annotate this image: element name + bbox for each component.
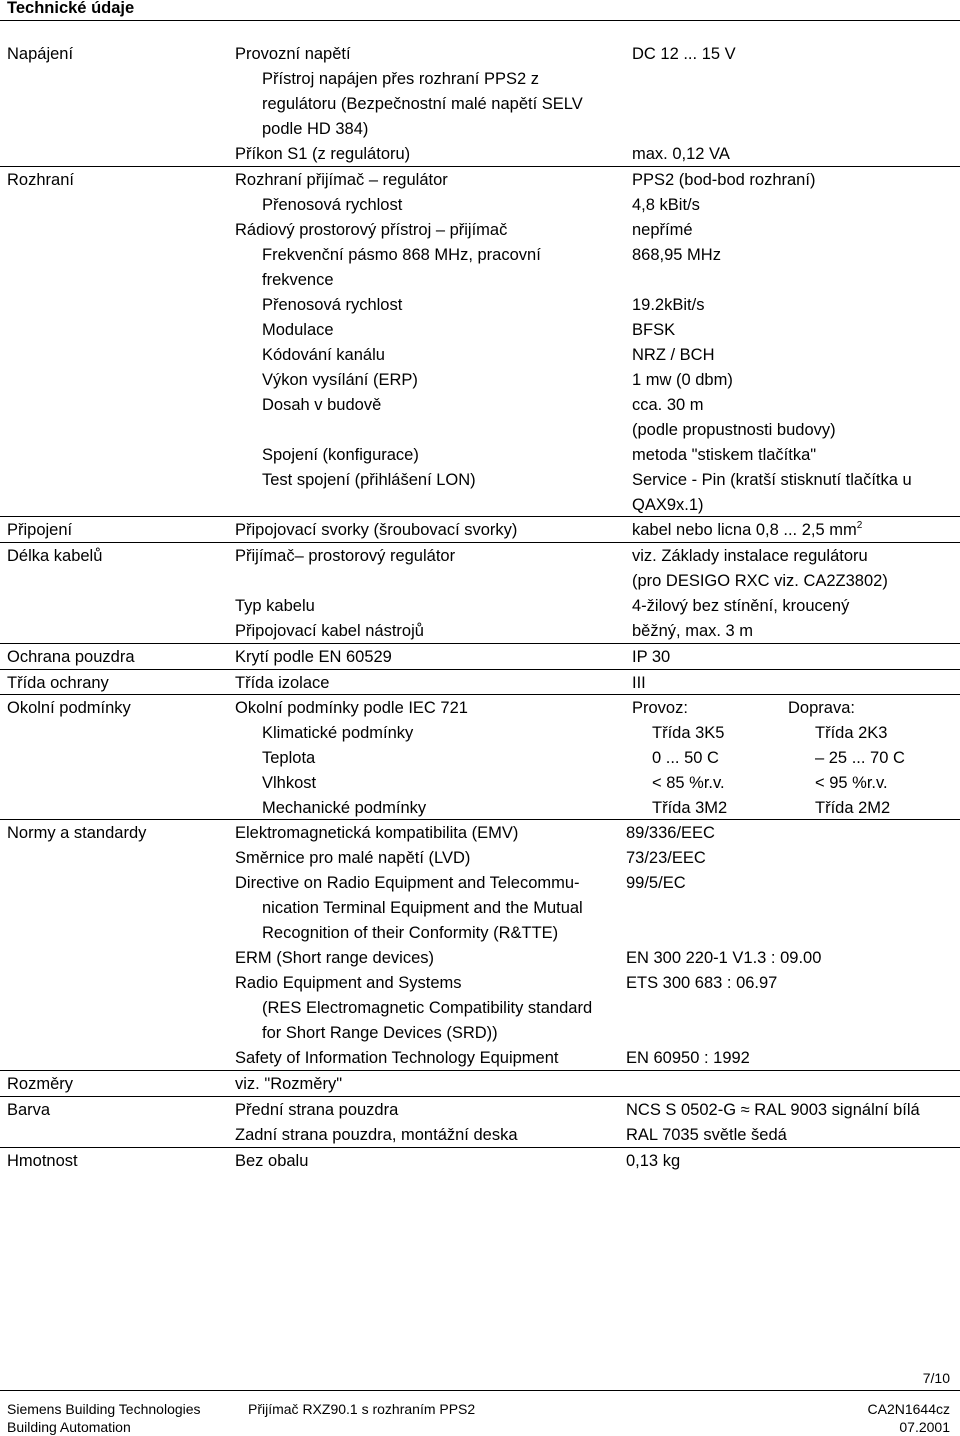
- param-text: Rozhraní přijímač – regulátor: [235, 171, 448, 189]
- section-label: Ochrana pouzdra: [7, 648, 135, 666]
- value2-text: < 95 %r.v.: [815, 774, 888, 792]
- value-text: NCS S 0502-G ≈ RAL 9003 signální bílá: [626, 1101, 920, 1119]
- param-text: Rádiový prostorový přístroj – přijímač: [235, 221, 508, 239]
- param-text: Směrnice pro malé napětí (LVD): [235, 849, 471, 867]
- param-text: (RES Electromagnetic Compatibility standard: [262, 999, 593, 1017]
- value-text: viz. Základy instalace regulátoru: [632, 547, 868, 565]
- value-text: PPS2 (bod-bod rozhraní): [632, 171, 816, 189]
- param-text: Přední strana pouzdra: [235, 1101, 399, 1119]
- section-label: Normy a standardy: [7, 824, 147, 842]
- value-text: nepřímé: [632, 221, 693, 239]
- value-main: kabel nebo licna 0,8 ... 2,5 mm: [632, 521, 857, 539]
- footer-rule: [0, 1390, 960, 1391]
- param-text: frekvence: [262, 271, 334, 289]
- param-text: for Short Range Devices (SRD)): [262, 1024, 498, 1042]
- section-rule: [0, 1070, 960, 1071]
- param-text: Elektromagnetická kompatibilita (EMV): [235, 824, 519, 842]
- value-text: III: [632, 674, 646, 692]
- value-text: 19.2kBit/s: [632, 296, 705, 314]
- section-label: Okolní podmínky: [7, 699, 131, 717]
- param-text: Safety of Information Technology Equipment: [235, 1049, 559, 1067]
- page-number: 7/10: [922, 1370, 950, 1386]
- value-text: EN 60950 : 1992: [626, 1049, 750, 1067]
- section-label: Rozměry: [7, 1075, 74, 1093]
- param-text: Test spojení (přihlášení LON): [262, 471, 476, 489]
- param-text: Provozní napětí: [235, 45, 351, 63]
- param-text: Typ kabelu: [235, 597, 315, 615]
- param-text: Okolní podmínky podle IEC 721: [235, 699, 468, 717]
- page-title: Technické údaje: [7, 0, 135, 17]
- value-text: 73/23/EEC: [626, 849, 706, 867]
- param-text: regulátoru (Bezpečnostní malé napětí SELV: [262, 95, 583, 113]
- param-text: Bez obalu: [235, 1152, 309, 1170]
- header-rule: [0, 20, 960, 21]
- value-text: Třída 3K5: [652, 724, 725, 742]
- document-title: Přijímač RXZ90.1 s rozhraním PPS2: [248, 1401, 476, 1417]
- param-text: Spojení (konfigurace): [262, 446, 419, 464]
- param-text: Třída izolace: [235, 674, 330, 692]
- section-rule: [0, 516, 960, 517]
- value-text: max. 0,12 VA: [632, 145, 730, 163]
- section-label: Připojení: [7, 521, 73, 539]
- param-text: Mechanické podmínky: [262, 799, 427, 817]
- section-rule: [0, 166, 960, 167]
- param-text: Klimatické podmínky: [262, 724, 414, 742]
- param-text: Přístroj napájen přes rozhraní PPS2 z: [262, 70, 539, 88]
- section-label: Délka kabelů: [7, 547, 103, 565]
- param-text: Přenosová rychlost: [262, 196, 403, 214]
- value-text: Provoz:: [632, 699, 688, 717]
- value-text: QAX9x.1): [632, 496, 704, 514]
- value-text: 99/5/EC: [626, 874, 686, 892]
- value-text: 1 mw (0 dbm): [632, 371, 733, 389]
- value-superscript: 2: [856, 520, 863, 531]
- value-text: 89/336/EEC: [626, 824, 715, 842]
- value-text: 0,13 kg: [626, 1152, 681, 1170]
- value2-text: – 25 ... 70 C: [815, 749, 905, 767]
- value-text: 868,95 MHz: [632, 246, 721, 264]
- value-text: běžný, max. 3 m: [632, 622, 754, 640]
- param-text: Frekvenční pásmo 868 MHz, pracovní: [262, 246, 541, 264]
- param-text: Zadní strana pouzdra, montážní deska: [235, 1126, 518, 1144]
- param-text: Připojovací svorky (šroubovací svorky): [235, 521, 518, 539]
- param-text: Přijímač– prostorový regulátor: [235, 547, 456, 565]
- param-text: Krytí podle EN 60529: [235, 648, 392, 666]
- param-text: Dosah v budově: [262, 396, 382, 414]
- section-rule: [0, 819, 960, 820]
- value-text: metoda "stiskem tlačítka": [632, 446, 817, 464]
- section-label: Barva: [7, 1101, 51, 1119]
- value-text: DC 12 ... 15 V: [632, 45, 736, 63]
- value-text: NRZ / BCH: [632, 346, 715, 364]
- document-number: CA2N1644cz: [867, 1401, 950, 1417]
- value-text: Service - Pin (kratší stisknutí tlačítka u: [632, 471, 912, 489]
- value-text: EN 300 220-1 V1.3 : 09.00: [626, 949, 822, 967]
- company-name: Siemens Building Technologies: [7, 1401, 201, 1417]
- value2-text: Třída 2K3: [815, 724, 888, 742]
- section-rule: [0, 542, 960, 543]
- value2-text: Třída 2M2: [815, 799, 891, 817]
- param-text: viz. "Rozměry": [235, 1075, 343, 1093]
- param-text: ERM (Short range devices): [235, 949, 434, 967]
- value-text: (podle propustnosti budovy): [632, 421, 836, 439]
- param-text: Kódování kanálu: [262, 346, 385, 364]
- value-text: RAL 7035 světle šedá: [626, 1126, 787, 1144]
- param-text: Directive on Radio Equipment and Telecommu-: [235, 874, 580, 892]
- section-rule: [0, 669, 960, 670]
- param-text: Přenosová rychlost: [262, 296, 403, 314]
- section-label: Rozhraní: [7, 171, 74, 189]
- section-label: Třída ochrany: [7, 674, 109, 692]
- value-text: < 85 %r.v.: [652, 774, 725, 792]
- value-text: 4-žilový bez stínění, kroucený: [632, 597, 850, 615]
- section-rule: [0, 643, 960, 644]
- value-text: cca. 30 m: [632, 396, 704, 414]
- param-text: Připojovací kabel nástrojů: [235, 622, 424, 640]
- value-text: ETS 300 683 : 06.97: [626, 974, 778, 992]
- param-text: Výkon vysílání (ERP): [262, 371, 418, 389]
- section-label: Napájení: [7, 45, 74, 63]
- section-label: Hmotnost: [7, 1152, 78, 1170]
- section-rule: [0, 1147, 960, 1148]
- section-rule: [0, 1096, 960, 1097]
- param-text: nication Terminal Equipment and the Mutual: [262, 899, 583, 917]
- value-text: Třída 3M2: [652, 799, 728, 817]
- value-text: 4,8 kBit/s: [632, 196, 700, 214]
- value-text: BFSK: [632, 321, 676, 339]
- param-text: Teplota: [262, 749, 316, 767]
- param-text: Recognition of their Conformity (R&TTE): [262, 924, 559, 942]
- value-text: (pro DESIGO RXC viz. CA2Z3802): [632, 572, 888, 590]
- param-text: podle HD 384): [262, 120, 369, 138]
- company-division: Building Automation: [7, 1419, 131, 1435]
- value-text: 0 ... 50 C: [652, 749, 719, 767]
- value2-text: Doprava:: [788, 699, 855, 717]
- param-text: Radio Equipment and Systems: [235, 974, 462, 992]
- value-text: [632, 518, 862, 543]
- param-text: Vlhkost: [262, 774, 317, 792]
- param-text: Modulace: [262, 321, 334, 339]
- value-text: IP 30: [632, 648, 671, 666]
- section-rule: [0, 694, 960, 695]
- document-date: 07.2001: [899, 1419, 950, 1435]
- param-text: Příkon S1 (z regulátoru): [235, 145, 411, 163]
